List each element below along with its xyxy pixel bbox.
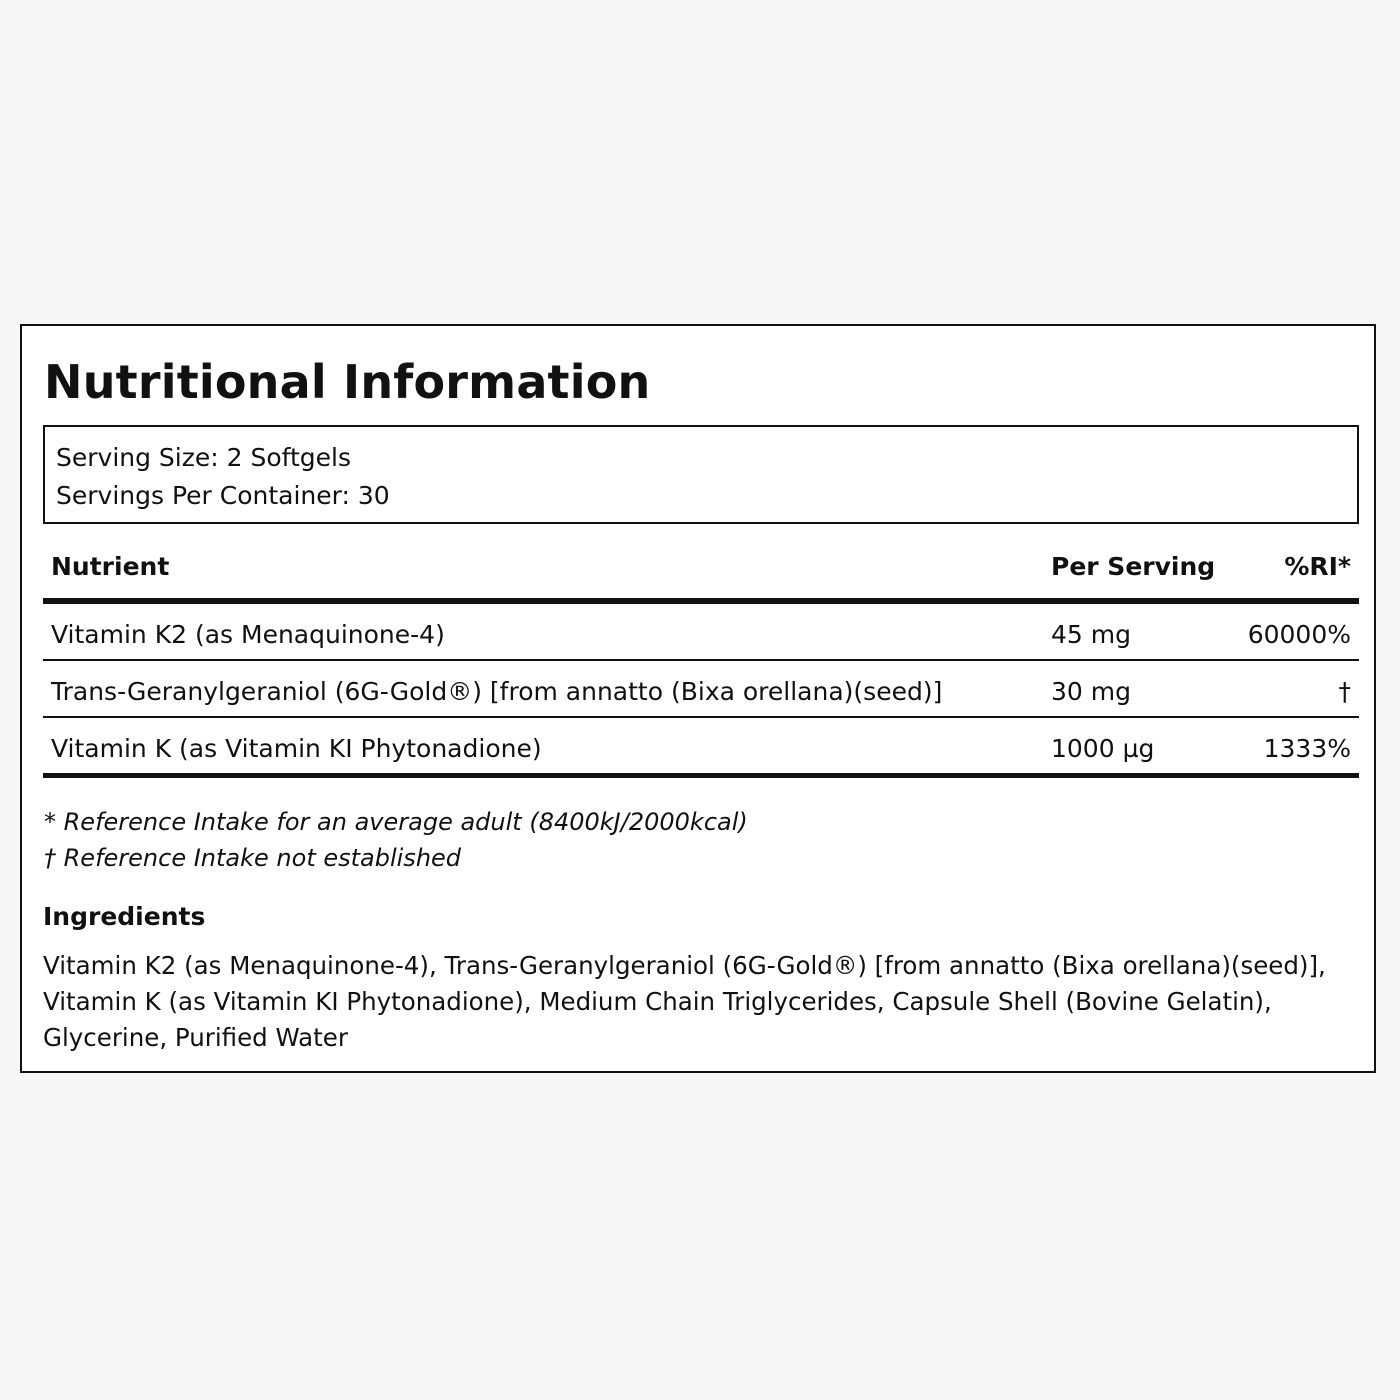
header-per-serving: Per Serving [1051,552,1216,581]
nutrient-ri: † [1338,677,1351,706]
nutrient-ri: 1333% [1263,734,1351,763]
serving-size: Serving Size: 2 Softgels [56,443,352,472]
ingredients-text: Vitamin K2 (as Menaquinone-4), Trans-Geranylgeraniol (6G-Gold®) [from annatto (Bixa orellana)(seed)], Vitamin K (as Vitamin KI Phytonadione), Medium Chain Triglycerides, Capsule Shell (Bovine Gelatin), Glycerine, Purified Water [43,951,1326,1052]
serving-info-box [43,425,1359,524]
ingredients-heading: Ingredients [43,902,206,931]
table-row [43,718,1359,778]
table-row [43,661,1359,718]
nutrient-amount: 1000 µg [1051,734,1155,763]
servings-per-container: Servings Per Container: 30 [56,481,390,510]
nutrient-name: Vitamin K2 (as Menaquinone-4) [51,620,445,649]
nutrient-name: Vitamin K (as Vitamin KI Phytonadione) [51,734,542,763]
nutrient-table [43,548,1359,778]
header-nutrient: Nutrient [51,552,170,581]
nutrition-panel [20,324,1376,1073]
panel-title: Nutritional Information [44,355,651,409]
nutrient-amount: 45 mg [1051,620,1131,649]
table-header [43,548,1359,604]
nutrient-amount: 30 mg [1051,677,1131,706]
nutrient-ri: 60000% [1247,620,1351,649]
footnotes [44,804,748,876]
nutrient-name: Trans-Geranylgeraniol (6G-Gold®) [from annatto (Bixa orellana)(seed)] [51,677,943,706]
header-ri: %RI* [1284,552,1351,581]
footnote-not-established: † Reference Intake not established [44,844,462,872]
table-row [43,604,1359,661]
footnote-reference-intake: * Reference Intake for an average adult (8400kJ/2000kcal) [44,808,748,836]
